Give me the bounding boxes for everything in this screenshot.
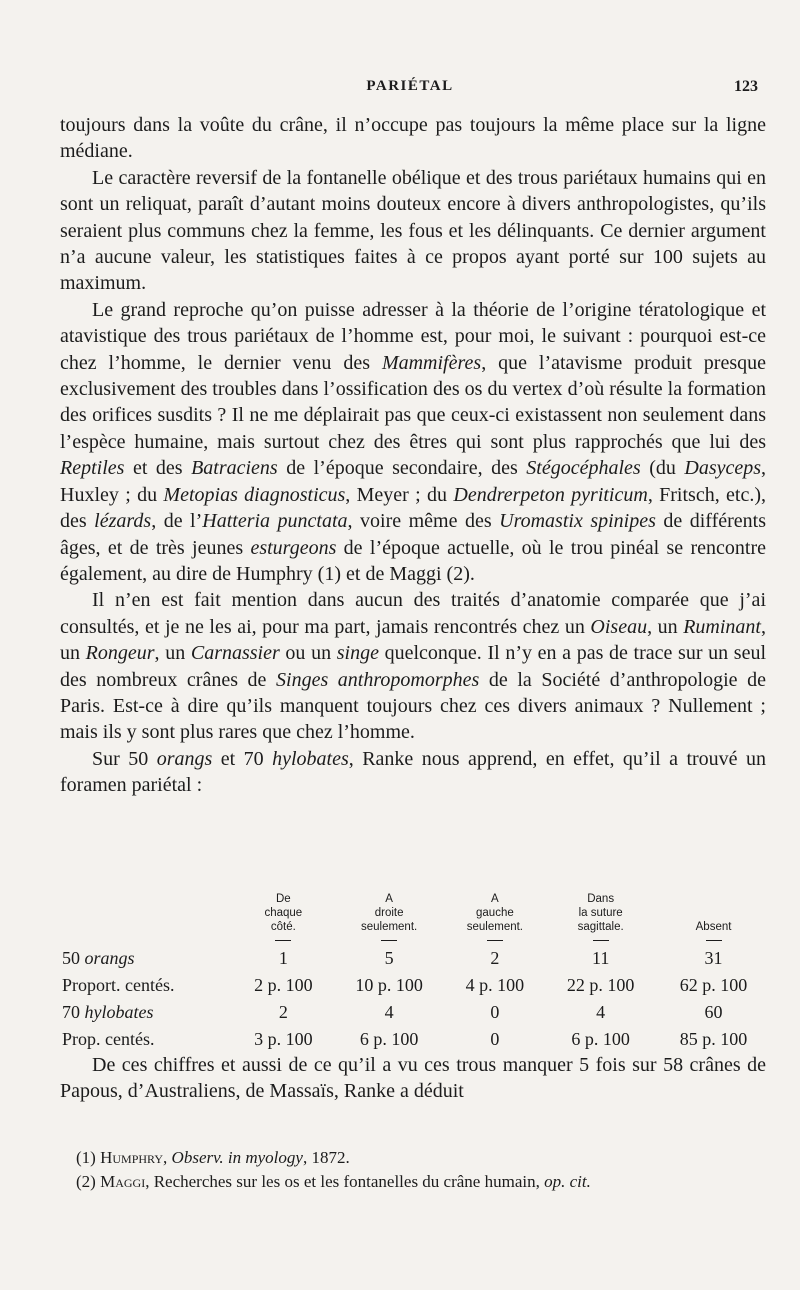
paragraph: toujours dans la voûte du crâne, il n’occupe pas toujours la même place sur la ligne médiane. bbox=[60, 114, 766, 163]
page-number: 123 bbox=[734, 78, 758, 95]
table-row bbox=[60, 945, 770, 972]
paragraph: Le caractère reversif de la fontanelle obélique et des trous pariétaux humains qui en sont un reliquat, paraît d’autant moins douteux encore à divers anthropologistes, qu’ils seraient plus communs chez la femme, les fous et les délinquants. Ce dernier argument n’a aucune valeur, les statistiques faites à ce propos ayant porté sur 100 sujets au maximum. bbox=[60, 166, 766, 295]
italic-term: Observ. in myology bbox=[171, 1148, 303, 1167]
table-cell: 11 bbox=[591, 948, 610, 968]
table-cell: 2 bbox=[278, 1002, 288, 1022]
table-cell: 6 p. 100 bbox=[571, 1029, 630, 1049]
paragraph: Sur 50 orangs et 70 hylobates, Ranke nous apprend, en effet, qu’il a trouvé un foramen pariétal : bbox=[60, 747, 766, 797]
table-cell: 5 bbox=[384, 948, 394, 968]
column-header: De chaque côté. bbox=[234, 892, 333, 945]
italic-term: Dasyceps bbox=[684, 457, 762, 480]
italic-term: lézards bbox=[94, 510, 152, 533]
table-row bbox=[60, 972, 770, 999]
column-header: A droite seulement. bbox=[333, 892, 446, 945]
foramen-statistics-table bbox=[60, 892, 770, 1053]
italic-term: Oiseau bbox=[590, 615, 648, 638]
running-title: PARIÉTAL bbox=[366, 78, 454, 94]
table-cell: 1 bbox=[278, 948, 288, 968]
table-cell: 4 p. 100 bbox=[465, 975, 525, 995]
table-cell: 10 p. 100 bbox=[355, 975, 423, 995]
row-label: 70 hylobates bbox=[62, 1002, 154, 1022]
row-label: Prop. centés. bbox=[62, 1029, 155, 1049]
table-cell: 4 bbox=[596, 1002, 606, 1022]
author-name: Maggi bbox=[100, 1172, 146, 1191]
italic-term: Hatteria punctata bbox=[202, 510, 348, 533]
table-cell: 85 p. 100 bbox=[679, 1029, 748, 1049]
table-cell: 62 p. 100 bbox=[679, 975, 748, 995]
table-cell: 2 p. 100 bbox=[254, 975, 313, 995]
paragraph: Il n’en est fait mention dans aucun des traités d’anatomie comparée que j’ai consultés, et je ne les ai, pour ma part, jamais rencontrés chez un Oiseau, un Ruminant, un Rongeur, un Carnassier ou un singe quelconque. Il n’y en a pas de trace sur un seul des nombreux crânes de Singes anthropomorphes de la Société d’anthropologie de Paris. Est-ce à dire qu’ils manquent toujours chez ces divers animaux ? Nullement ; mais ils y sont plus rares que chez l’homme. bbox=[60, 589, 767, 744]
table-cell: 0 bbox=[490, 1029, 500, 1049]
italic-term: Uromastix spinipes bbox=[499, 510, 656, 533]
italic-term: Singes anthropomorphes bbox=[276, 668, 480, 691]
italic-term: orangs bbox=[84, 948, 135, 968]
italic-term: Rongeur bbox=[85, 642, 155, 665]
footnotes bbox=[60, 1146, 766, 1194]
table-cell: 0 bbox=[490, 1002, 500, 1022]
footnote-humphry: (1) Humphry, Observ. in myology, 1872. bbox=[76, 1148, 350, 1167]
italic-term: hylobates bbox=[272, 747, 349, 770]
table-cell: 22 p. 100 bbox=[566, 975, 635, 995]
table-cell: 2 bbox=[490, 948, 500, 968]
italic-term: Metopias diagnosticus bbox=[163, 483, 346, 506]
column-header: Dans la suture sagittale. bbox=[544, 892, 657, 945]
table-row bbox=[60, 1026, 770, 1053]
italic-term: Reptiles bbox=[60, 457, 125, 480]
column-header: Absent bbox=[657, 892, 770, 945]
table-row bbox=[60, 999, 770, 1026]
table-cell: 6 p. 100 bbox=[359, 1029, 419, 1049]
italic-term: orangs bbox=[156, 747, 213, 770]
conclusion-paragraph: De ces chiffres et aussi de ce qu’il a vu ces trous manquer 5 fois sur 58 crânes de Papous, d’Australiens, de Massaïs, Ranke a déduit bbox=[60, 1054, 766, 1103]
paragraph: Le grand reproche qu’on puisse adresser à la théorie de l’origine tératologique et atavistique des trous pariétaux de l’homme est, pour moi, le suivant : pourquoi est-ce chez l’homme, le dernier venu des Mammifères, que l’atavisme produit presque exclusivement des troubles dans l’ossification des os du vertex d’où résulte la formation des orifices susdits ? Il ne me déplairait pas que ceux-ci existassent non seulement dans l’espèce humaine, mais surtout chez des êtres qui sont plus rapprochés que lui des Reptiles et des Batraciens de l’époque secondaire, des Stégocéphales (du Dasyceps, Huxley ; du Metopias diagnosticus, Meyer ; du Dendrerpeton pyriticum, Fritsch, etc.), des lézards, de l’Hatteria punctata, voire même des Uromastix spinipes de différents âges, et de très jeunes esturgeons de l’époque actuelle, où le trou pinéal se rencontre également, au dire de Humphry (1) et de Maggi (2). bbox=[60, 298, 767, 585]
author-name: Humphry bbox=[100, 1148, 164, 1167]
italic-term: op. cit. bbox=[544, 1172, 591, 1191]
body-text bbox=[60, 112, 766, 799]
table-cell: 60 bbox=[704, 1002, 723, 1022]
table-corner bbox=[60, 892, 234, 945]
row-label: 50 orangs bbox=[62, 948, 135, 968]
italic-term: Batraciens bbox=[191, 457, 278, 480]
table-header-row bbox=[60, 892, 770, 945]
italic-term: Mammifères bbox=[381, 351, 482, 374]
italic-term: hylobates bbox=[84, 1002, 154, 1022]
italic-term: Dendrerpeton pyriticum bbox=[453, 483, 648, 506]
table-cell: 4 bbox=[384, 1002, 394, 1022]
table-cell: 3 p. 100 bbox=[254, 1029, 313, 1049]
italic-term: singe bbox=[336, 642, 379, 665]
footnote-maggi: (2) Maggi, Recherches sur les os et les fontanelles du crâne humain, op. cit. bbox=[76, 1172, 591, 1191]
row-label: Proport. centés. bbox=[62, 975, 175, 995]
column-header: A gauche seulement. bbox=[446, 892, 545, 945]
italic-term: Ruminant bbox=[683, 615, 761, 638]
italic-term: Carnassier bbox=[190, 642, 280, 665]
page-header bbox=[60, 78, 760, 102]
table-cell: 31 bbox=[704, 948, 723, 968]
italic-term: Stégocéphales bbox=[526, 457, 641, 480]
italic-term: esturgeons bbox=[250, 536, 337, 559]
